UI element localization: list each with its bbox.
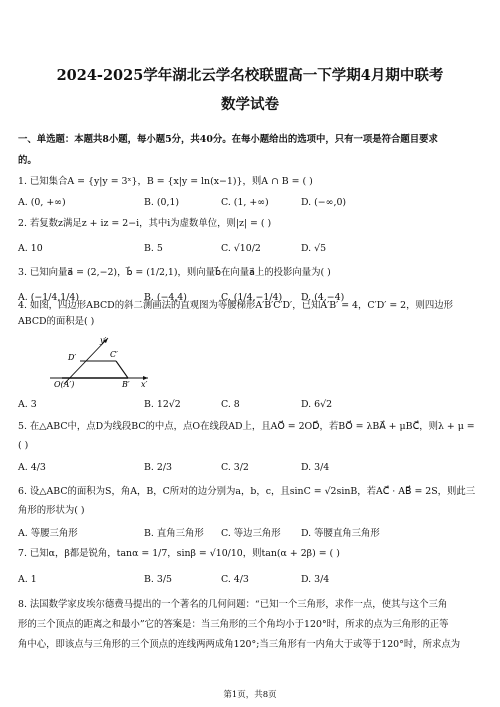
option-a: A. (0, +∞) (18, 197, 66, 208)
option-d: D. 6√2 (301, 399, 333, 410)
question-2: 2. 若复数z满足z + iz = 2−i，其中i为虚数单位，则|z| = ( ) (18, 218, 272, 229)
option-b: B. 5 (144, 243, 163, 254)
option-a: A. (−1/4,1/4) (18, 292, 80, 303)
question-6: 6. 设△ABC的面积为S，角A，B，C所对的边分别为a，b，c，且sinC = √2sinB，若AC⃗ · AB⃗ = 2S，则此三 (18, 486, 476, 497)
option-c: C. (1, +∞) (221, 197, 269, 208)
label-o: O(A′) (54, 380, 75, 389)
option-a: A. 10 (18, 243, 43, 254)
label-c: C′ (110, 350, 118, 359)
question-5-options (18, 462, 488, 474)
exam-subtitle: 数学试卷 (221, 96, 279, 113)
option-d: D. 等腰直角三角形 (301, 528, 380, 539)
label-d: D′ (68, 353, 77, 362)
question-8-cont: 形的三个顶点的距离之和最小”它的答案是：当三角形的三个角均小于120°时，所求的点为三角形的正等 (18, 619, 449, 630)
option-b: B. 2/3 (144, 462, 172, 473)
option-a: A. 4/3 (18, 462, 46, 473)
section-heading-cont: 的。 (18, 155, 37, 166)
question-6-cont: 角形的形状为( ) (18, 505, 85, 516)
option-c: C. 3/2 (221, 462, 249, 473)
option-b: B. (−4,4) (144, 292, 187, 303)
option-d: D. 3/4 (301, 574, 330, 585)
question-7-options (18, 574, 488, 586)
section-heading: 一、单选题：本题共8小题，每小题5分，共40分。在每小题给出的选项中，只有一项是符合题目要求 (18, 134, 438, 145)
option-a: A. 等腰三角形 (18, 528, 78, 539)
option-d: D. (−∞,0) (301, 197, 347, 208)
option-a: A. 3 (18, 399, 37, 410)
option-b: B. (0,1) (144, 197, 180, 208)
label-y-axis: y′ (100, 336, 107, 345)
question-5-cont: ( ) (18, 440, 29, 451)
label-x-axis: x′ (141, 380, 148, 389)
option-c: C. 等边三角形 (221, 528, 281, 539)
question-4: 4. 如图，四边形ABCD的斜二测画法的直观图为等腰梯形A′B′C′D′，已知A′B′ = 4，C′D′ = 2，则四边形 (18, 300, 453, 311)
question-7: 7. 已知α，β都是锐角，tanα = 1/7，sinβ = √10/10，则tan(α + 2β) = ( ) (18, 548, 340, 559)
option-c: C. √10/2 (221, 243, 261, 254)
question-2-options (18, 243, 488, 255)
question-4-options (18, 399, 488, 411)
page-footer: 第1页，共8页 (223, 690, 277, 700)
question-5: 5. 在△ABC中，点D为线段BC的中点，点O在线段AD上，且AO⃗ = 2OD⃗，若BO⃗ = λBA⃗ + μBC⃗，则λ + μ = (18, 421, 475, 432)
question-8: 8. 法国数学家皮埃尔德费马提出的一个著名的几何问题：“已知一个三角形，求作一点，使其与这个三角 (18, 599, 448, 610)
option-b: B. 12√2 (144, 399, 181, 410)
option-c: C. 4/3 (221, 574, 249, 585)
question-1-options (18, 197, 488, 209)
exam-title: 2024-2025学年湖北云学名校联盟高一下学期4月期中联考 (56, 67, 444, 84)
question-8-cont2: 角中心，即该点与三角形的三个顶点的连线两两成角120°;当三角形有一内角大于或等于120°时，所求点为 (18, 639, 461, 650)
question-6-options (18, 525, 488, 537)
option-d: D. 3/4 (301, 462, 330, 473)
option-b: B. 直角三角形 (144, 528, 204, 539)
question-1: 1. 已知集合A = {y|y = 3ˣ}，B = {x|y = ln(x−1)}，则A ∩ B = ( ) (18, 176, 313, 187)
question-3: 3. 已知向量a⃗ = (2,−2)，b⃗ = (1/2,1)，则向量b⃗在向量a⃗上的投影向量为( ) (18, 267, 331, 278)
option-d: D. (4,−4) (301, 292, 345, 303)
option-c: C. 8 (221, 399, 240, 410)
trapezoid-figure (44, 332, 154, 390)
option-b: B. 3/5 (144, 574, 172, 585)
option-c: C. (1/4,−1/4) (221, 292, 283, 303)
question-4-cont: ABCD的面积是( ) (18, 316, 95, 327)
option-a: A. 1 (18, 574, 37, 585)
option-d: D. √5 (301, 243, 327, 254)
label-b: B′ (122, 380, 130, 389)
